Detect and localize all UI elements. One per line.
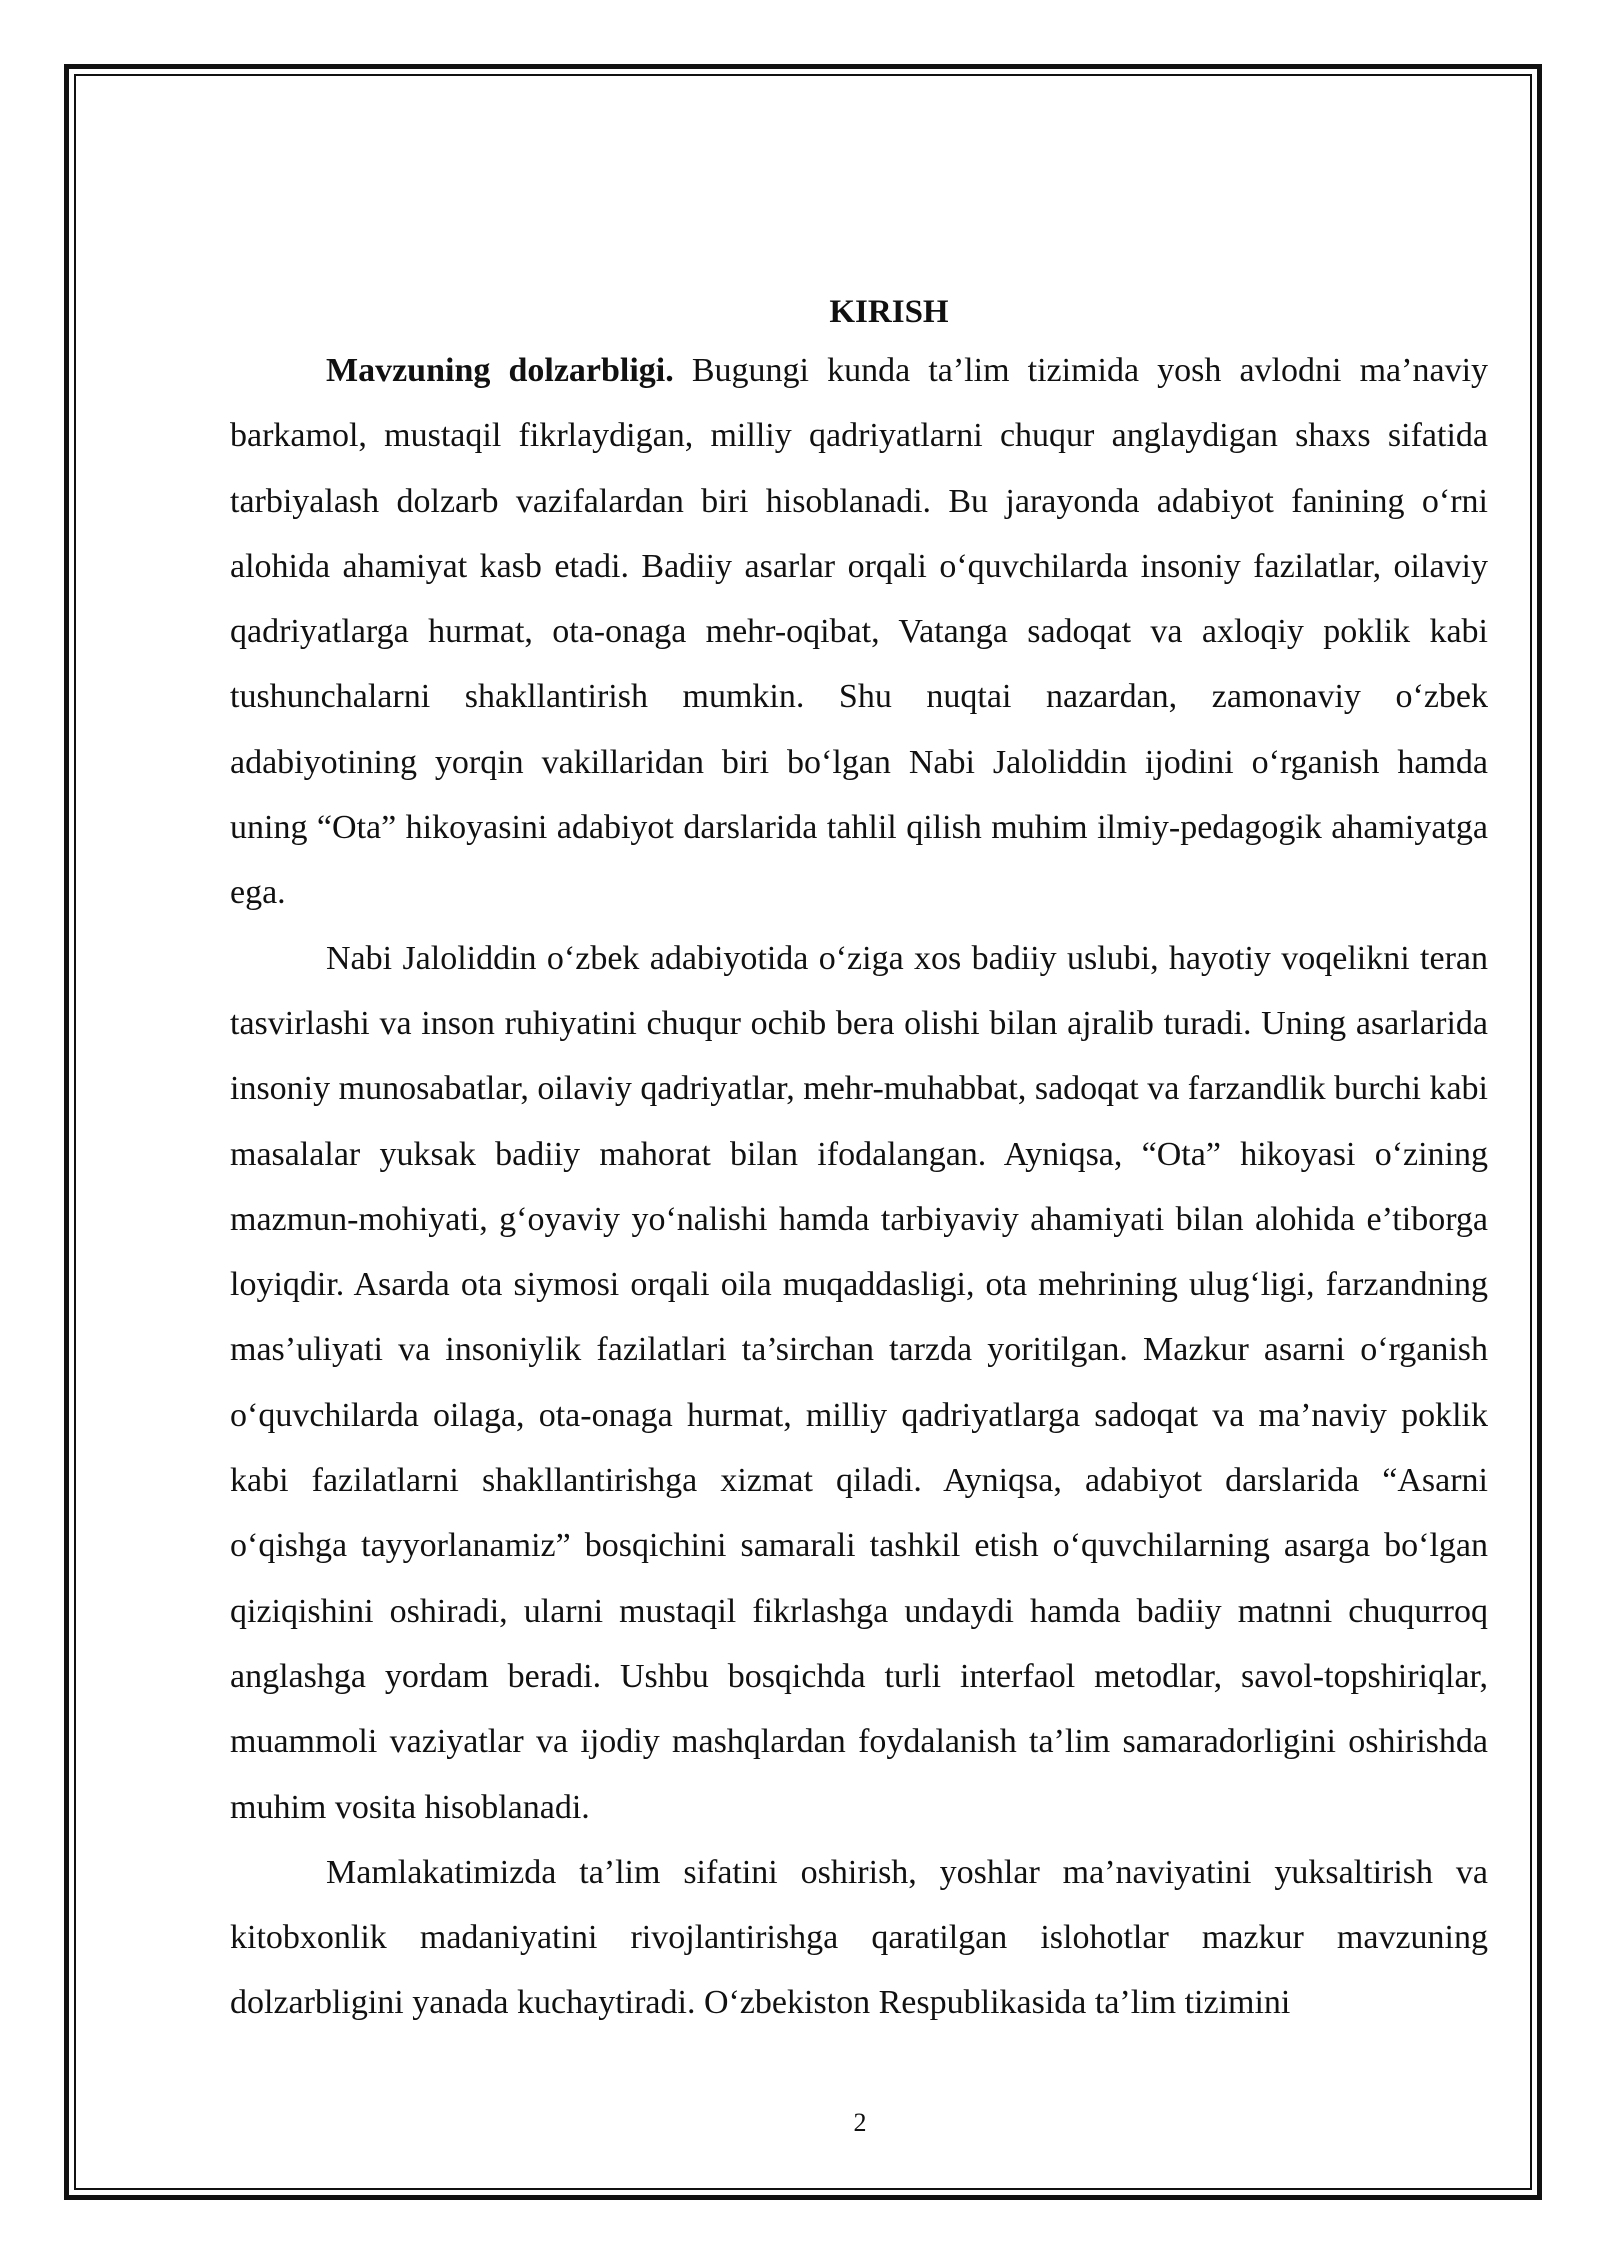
paragraph-author: Nabi Jaloliddin o‘zbek adabiyotida o‘ziga xos badiiy uslubi, hayotiy voqelikni teran tasvirlashi va inson ruhiyatini chuqur ochib bera olishi bilan ajralib turadi. Uning asarlarida insoniy munosabatlar, oilaviy qadriyatlar, mehr-muhabbat, sadoqat va farzandlik burchi kabi masalalar yuksak badiiy mahorat bilan ifodalangan. Ayniqsa, “Ota” hikoyasi o‘zining mazmun-mohiyati, g‘oyaviy yo‘nalishi hamda tarbiyaviy ahamiyati bilan alohida e’tiborga loyiqdir. Asarda ota siymosi orqali oila muqaddasligi, ota mehrining ulug‘ligi, farzandning mas’uliyati va insoniylik fazilatlari ta’sirchan tarzda yoritilgan. Mazkur asarni o‘rganish o‘quvchilarda oilaga, ota-onaga hurmat, milliy qadriyatlarga sadoqat va ma’naviy poklik kabi fazilatlarni shakllantirishga xizmat qiladi. Ayniqsa, adabiyot darslarida “Asarni o‘qishga tayyorlanamiz” bosqichini samarali tashkil etish o‘quvchilarning asarga bo‘lgan qiziqishini oshiradi, ularni mustaqil fikrlashga undaydi hamda badiiy matnni chuqurroq anglashga yordam beradi. Ushbu bosqichda turli interfaol metodlar, savol-topshiriqlar, muammoli vaziyatlar va ijodiy mashqlardan foydalanish ta’lim samaradorligini oshirishda muhim vosita hisoblanadi. bbox=[230, 939, 1488, 1826]
paragraph-reforms: Mamlakatimizda ta’lim sifatini oshirish, yoshlar ma’naviyatini yuksaltirish va kitobxonlik madaniyatini rivojlantirishga qaratilgan islohotlar mazkur mavzuning dolzarbligini yanada kuchaytiradi. O‘zbekiston Respublikasida ta’lim tizimini bbox=[230, 1853, 1488, 2022]
paragraph-lead-bold: Mavzuning dolzarbligi. bbox=[326, 352, 674, 389]
paragraph-relevance-text: Bugungi kunda ta’lim tizimida yosh avlodni ma’naviy barkamol, mustaqil fikrlaydigan, milliy qadriyatlarni chuqur anglaydigan shaxs sifatida tarbiyalash dolzarb vazifalardan biri hisoblanadi. Bu jarayonda adabiyot fanining o‘rni alohida ahamiyat kasb etadi. Badiiy asarlar orqali o‘quvchilarda insoniy fazilatlar, oilaviy qadriyatlarga hurmat, ota-onaga mehr-oqibat, Vatanga sadoqat va axloqiy poklik kabi tushunchalarni shakllantirish mumkin. Shu nuqtai nazardan, zamonaviy o‘zbek adabiyotining yorqin vakillaridan biri bo‘lgan Nabi Jaloliddin ijodini o‘rganish hamda uning “Ota” hikoyasini adabiyot darslarida tahlil qilish muhim ilmiy-pedagogik ahamiyatga ega. bbox=[230, 352, 1489, 912]
paragraph-relevance bbox=[230, 338, 1488, 926]
document-body bbox=[230, 290, 1488, 2036]
section-heading: KIRISH bbox=[829, 294, 949, 330]
page-number: 2 bbox=[853, 2108, 867, 2137]
